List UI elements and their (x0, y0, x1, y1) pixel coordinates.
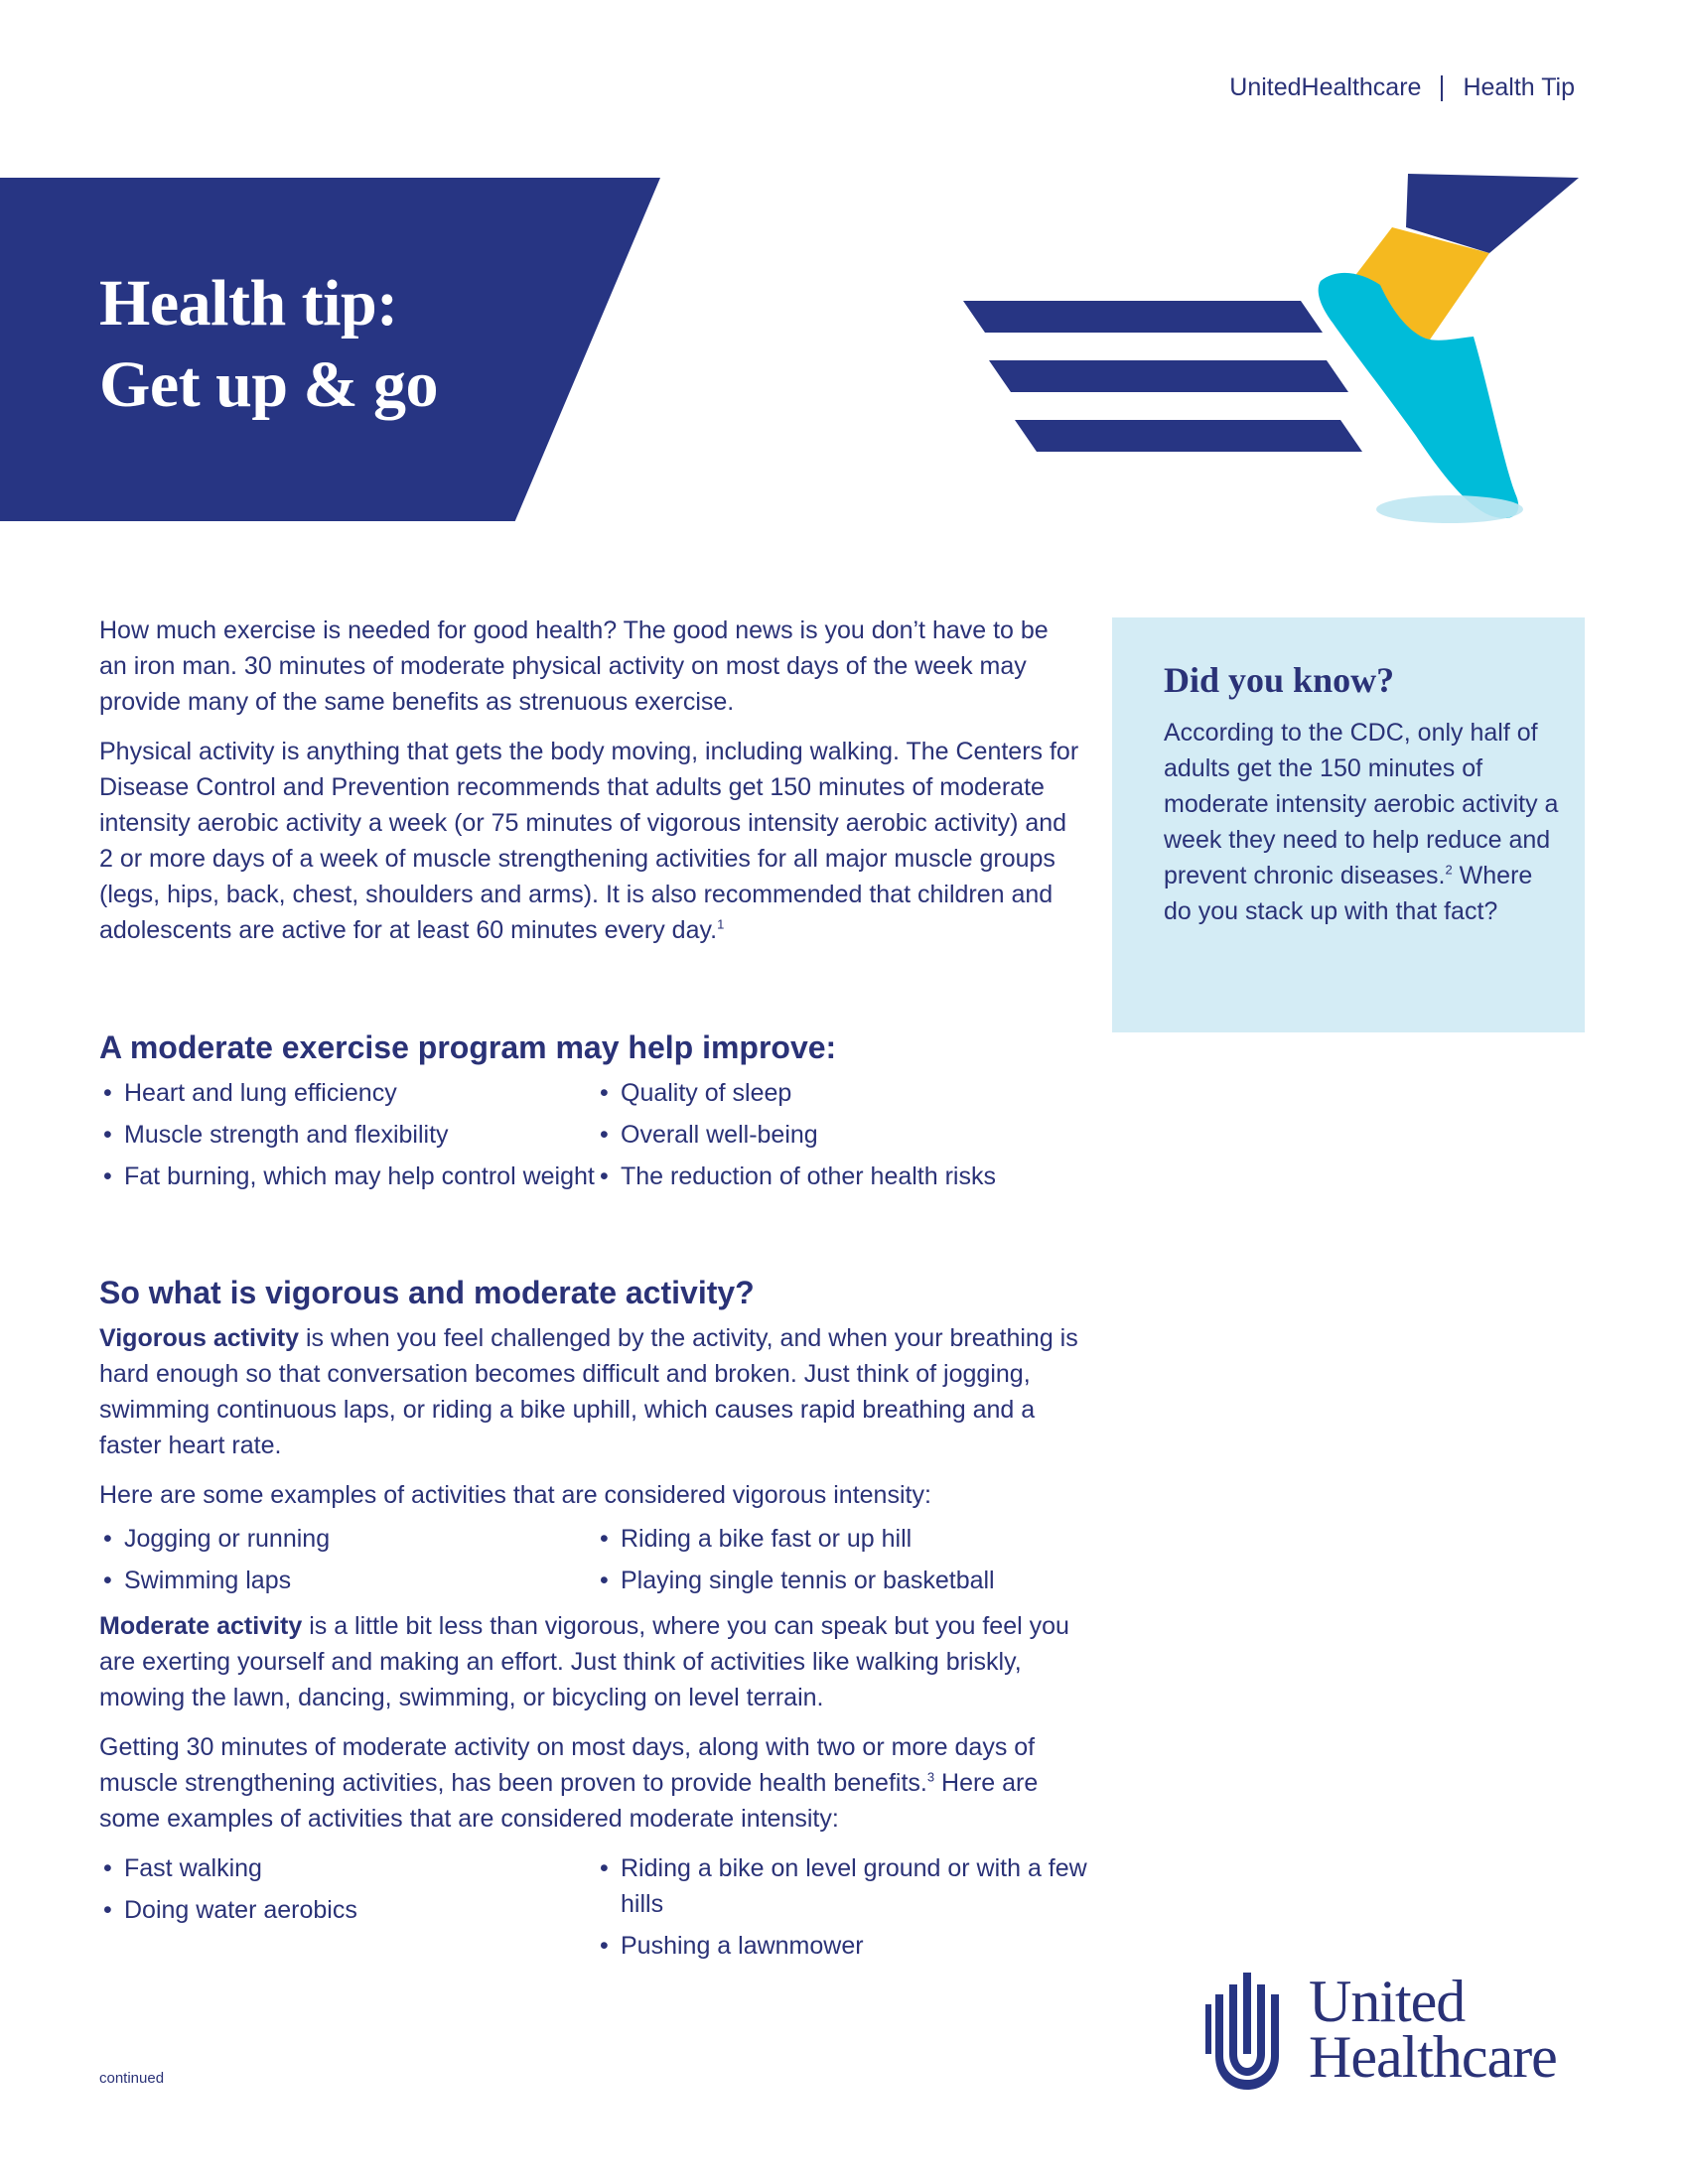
benefit-item: • Heart and lung efficiency (99, 1075, 596, 1111)
footnote-1: 1 (717, 916, 725, 932)
page-title (99, 263, 438, 426)
speed-line-2 (989, 360, 1348, 392)
continued-label: continued (99, 2070, 165, 2087)
vigorous-list-left (99, 1521, 596, 1598)
moderate-examples-list (99, 1850, 1092, 1970)
page-header (1229, 73, 1575, 102)
benefits-heading: A moderate exercise program may help improve: (99, 1029, 837, 1065)
header-doc-type: Health Tip (1463, 73, 1575, 101)
running-shoe-illustration (963, 174, 1599, 531)
benefit-item: • The reduction of other health risks (596, 1159, 1092, 1194)
shoe-shadow (1376, 495, 1523, 523)
benefits-list-right (596, 1075, 1092, 1194)
activity-heading: So what is vigorous and moderate activity? (99, 1275, 755, 1310)
footnote-3: 3 (926, 1769, 935, 1785)
moderate-example-item: • Pushing a lawnmower (596, 1928, 1092, 1964)
benefit-item: • Quality of sleep (596, 1075, 1092, 1111)
header-divider (1441, 75, 1443, 101)
vigorous-example-item: • Riding a bike fast or up hill (596, 1521, 1092, 1557)
moderate-paragraph-2: Getting 30 minutes of moderate activity on most days, along with two or more days of muscle strengthening activities, has been proven to provide health benefits.$^3$ Here are some examples of activities that are considered moderate intensity: (99, 1733, 1039, 1833)
logo-wordmark (1309, 1969, 1557, 2090)
benefits-list (99, 1075, 1092, 1200)
vigorous-examples-intro: Here are some examples of activities that are considered vigorous intensity: (99, 1481, 931, 1509)
u-shield-icon (1205, 1973, 1279, 2090)
did-you-know-callout (1112, 617, 1585, 1032)
moderate-list-right (596, 1850, 1092, 1964)
moderate-example-item: • Doing water aerobics (99, 1892, 596, 1928)
speed-line-3 (1015, 420, 1362, 452)
footnote-2: 2 (1445, 862, 1453, 878)
vigorous-example-item: • Jogging or running (99, 1521, 596, 1557)
vigorous-example-item: • Playing single tennis or basketball (596, 1563, 1092, 1598)
moderate-example-item: • Riding a bike on level ground or with a few hills (596, 1850, 1092, 1922)
intro-paragraph-1: How much exercise is needed for good health? The good news is you don’t have to be an iron man. 30 minutes of moderate physical activity on most days of the week may provide many of the same benefits as strenuous exercise. (99, 616, 1049, 716)
header-brand: UnitedHealthcare (1229, 73, 1422, 101)
benefit-item: • Fat burning, which may help control weight (99, 1159, 596, 1194)
vigorous-definition: Vigorous activity is when you feel challenged by the activity, and when your breathing is hard enough so that conversation becomes difficult and broken. Just think of jogging, swimming continuous laps, or riding a bike uphill, which causes rapid breathing and a faster heart rate. Here are some examples of activities that are considered vigorous intensity: (99, 1320, 1087, 1527)
benefit-item: • Overall well-being (596, 1117, 1092, 1153)
callout-text: According to the CDC, only half of adults get the 150 minutes of moderate intensity aerobic activity a week they need to help reduce and prevent chronic diseases.$^2$ Where do you stack up with that fact? (1164, 719, 1559, 925)
callout-title: Did you know? (1164, 660, 1395, 700)
moderate-list-left (99, 1850, 596, 1928)
vigorous-examples-list (99, 1521, 1092, 1604)
moderate-definition: Moderate activity is a little bit less than vigorous, where you can speak but you feel you are exerting yourself and making an effort. Just think of activities like walking briskly, mowing the lawn, dancing, swimming, or bicycling on level terrain. Getting 30 minutes of moderate activity on most days, along with two or more days of muscle strengthening activities, has been proven to provide health benefits.$^3$ Here are some examples of activities that are considered moderate intensity: (99, 1608, 1087, 1850)
moderate-label: Moderate activity (99, 1612, 303, 1640)
vigorous-list-right (596, 1521, 1092, 1598)
benefit-item: • Muscle strength and flexibility (99, 1117, 596, 1153)
intro-paragraph-2: Physical activity is anything that gets the body moving, including walking. The Centers for Disease Control and Prevention recommends that adults get 150 minutes of moderate intensity aerobic activity a week (or 75 minutes of vigorous intensity aerobic activity) and 2 or more days of a week of muscle strengthening activities for all major muscle groups (legs, hips, back, chest, shoulders and arms). It is also recommended that children and adolescents are active for at least 60 minutes every day.$^1$ (99, 738, 1079, 944)
vigorous-example-item: • Swimming laps (99, 1563, 596, 1598)
page-title-line1: Health tip: (99, 267, 398, 340)
logo-line2: Healthcare (1309, 2024, 1557, 2090)
logo-line1: United (1309, 1969, 1466, 2034)
vigorous-label: Vigorous activity (99, 1324, 299, 1352)
benefits-list-left (99, 1075, 596, 1194)
moderate-example-item: • Fast walking (99, 1850, 596, 1886)
page-title-line2: Get up & go (99, 348, 438, 421)
speed-line-1 (963, 301, 1323, 333)
intro-section (99, 613, 1082, 962)
